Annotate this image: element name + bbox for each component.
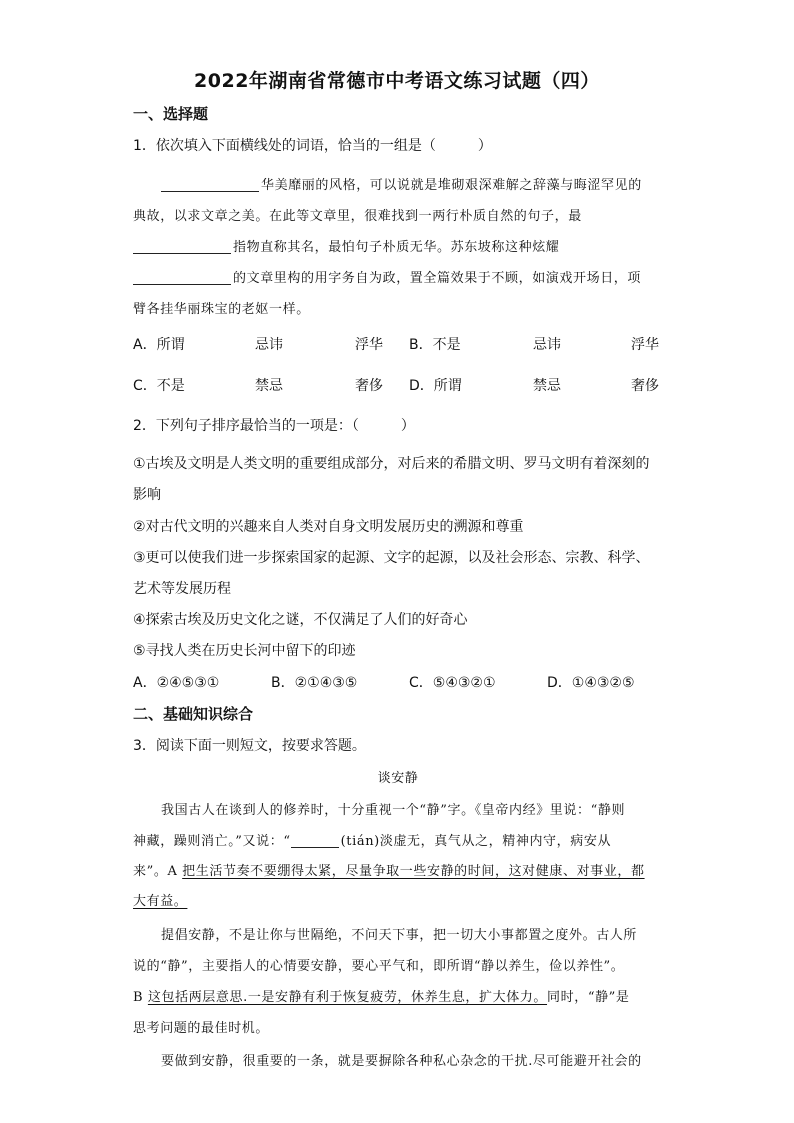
option-d-word3: 奢侈 [631,378,659,394]
q1-options-row [133,375,663,395]
q1-passage-line: 的文章里构的用字务自为政，置全篇效果于不顾，如演戏开场日，项 [133,267,663,286]
q2-options-row [133,672,663,692]
q1-passage-line: 臂各挂华丽珠宝的老妪一样。 [133,302,310,317]
essay-line: 来”。A 把生活节奏不要绷得太紧，尽量争取一些安静的时间，这对健康、对事业，都 [133,864,645,879]
section-heading-basics: 二、基础知识综合 [133,705,254,723]
option-b-word2: 忌讳 [533,337,561,353]
q2-option-a[interactable]: A．②④⑤③① [133,675,220,691]
essay-line: 我国古人在谈到人的修养时，十分重视一个“静”字。《皇帝内经》里说：“静则 [161,803,626,818]
q2-option-b[interactable]: B．②①④③⑤ [271,675,358,691]
underlined-sentence-a: 把生活节奏不要绷得太紧，尽量争取一些安静的时间，这对健康、对事业，都 [182,864,645,879]
q2-sentence-2: ②对古代文明的兴趣来自人类对自身文明发展历史的溯源和尊重 [133,519,524,535]
fill-blank [133,239,231,254]
essay-line: 提倡安静，不是让你与世隔绝，不问天下事，把一切大小事都置之度外。古人所 [161,928,638,943]
essay-title: 谈安静 [377,771,419,786]
q2-sentence-1-cont: 影响 [133,487,161,503]
question-3-stem: 3．阅读下面一则短文，按要求答题。 [133,738,366,754]
page-title: 2022年湖南省常德市中考语文练习试题（四） [194,70,600,92]
underlined-sentence-a-cont: 大有益。 [133,894,188,909]
q1-passage-line: 华美靡丽的风格，可以说就是堆砌艰深难解之辞藻与晦涩罕见的 [161,174,663,193]
q2-option-d[interactable]: D．①④③②⑤ [547,675,635,691]
q1-passage-line: 指物直称其名，最怕句子朴质无华。苏东坡称这种炫耀 [133,236,663,255]
option-b-word3: 浮华 [631,337,659,353]
essay-line: 神藏，躁则消亡。”又说：“ (tián)淡虚无，真气从之，精神内守，病安从 [133,834,612,849]
q1-options-row [133,334,663,354]
option-d-word1[interactable]: D．所谓 [409,378,462,394]
essay-line: 说的“静”，主要指人的心情要安静，要心平气和，即所谓“静以养生，俭以养性”。 [133,959,625,974]
question-2-stem: 2．下列句子排序最恰当的一项是：（ ） [133,418,415,434]
q2-sentence-4: ④探索古埃及历史文化之谜，不仅满足了人们的好奇心 [133,612,468,628]
q2-sentence-3: ③更可以使我们进一步探索国家的起源、文字的起源，以及社会形态、宗教、科学、 [133,550,650,566]
option-b-word1[interactable]: B．不是 [409,337,461,353]
q2-sentence-1: ①古埃及文明是人类文明的重要组成部分，对后来的希腊文明、罗马文明有着深刻的 [133,456,650,472]
q2-sentence-5: ⑤寻找人类在历史长河中留下的印迹 [133,643,356,659]
option-c-word2: 禁忌 [255,378,283,394]
fill-blank [291,833,339,848]
fill-blank [133,270,231,285]
essay-line: 思考问题的最佳时机。 [133,1021,270,1036]
q1-passage-line: 典故，以求文章之美。在此等文章里，很难找到一两行朴质自然的句子，最 [133,209,582,224]
essay-line [133,890,663,909]
option-c-word1[interactable]: C．不是 [133,378,185,394]
option-a-word3: 浮华 [355,337,383,353]
q2-sentence-3-cont: 艺术等发展历程 [133,581,231,597]
option-a-word1[interactable]: A．所谓 [133,337,185,353]
q2-option-c[interactable]: C．⑤④③②① [409,675,496,691]
option-c-word3: 奢侈 [355,378,383,394]
essay-line: B 这包括两层意思.一是安静有利于恢复疲劳，休养生息，扩大体力。同时，“静”是 [133,990,630,1005]
section-heading-choice: 一、选择题 [133,105,209,123]
underlined-sentence-b: 这包括两层意思.一是安静有利于恢复疲劳，休养生息，扩大体力。 [147,990,548,1005]
essay-line: 要做到安静，很重要的一条，就是要摒除各种私心杂念的干扰.尽可能避开社会的 [161,1054,642,1069]
fill-blank [161,177,259,192]
option-a-word2: 忌讳 [255,337,283,353]
question-1-stem: 1．依次填入下面横线处的词语，恰当的一组是（ ） [133,138,492,154]
option-d-word2: 禁忌 [533,378,561,394]
